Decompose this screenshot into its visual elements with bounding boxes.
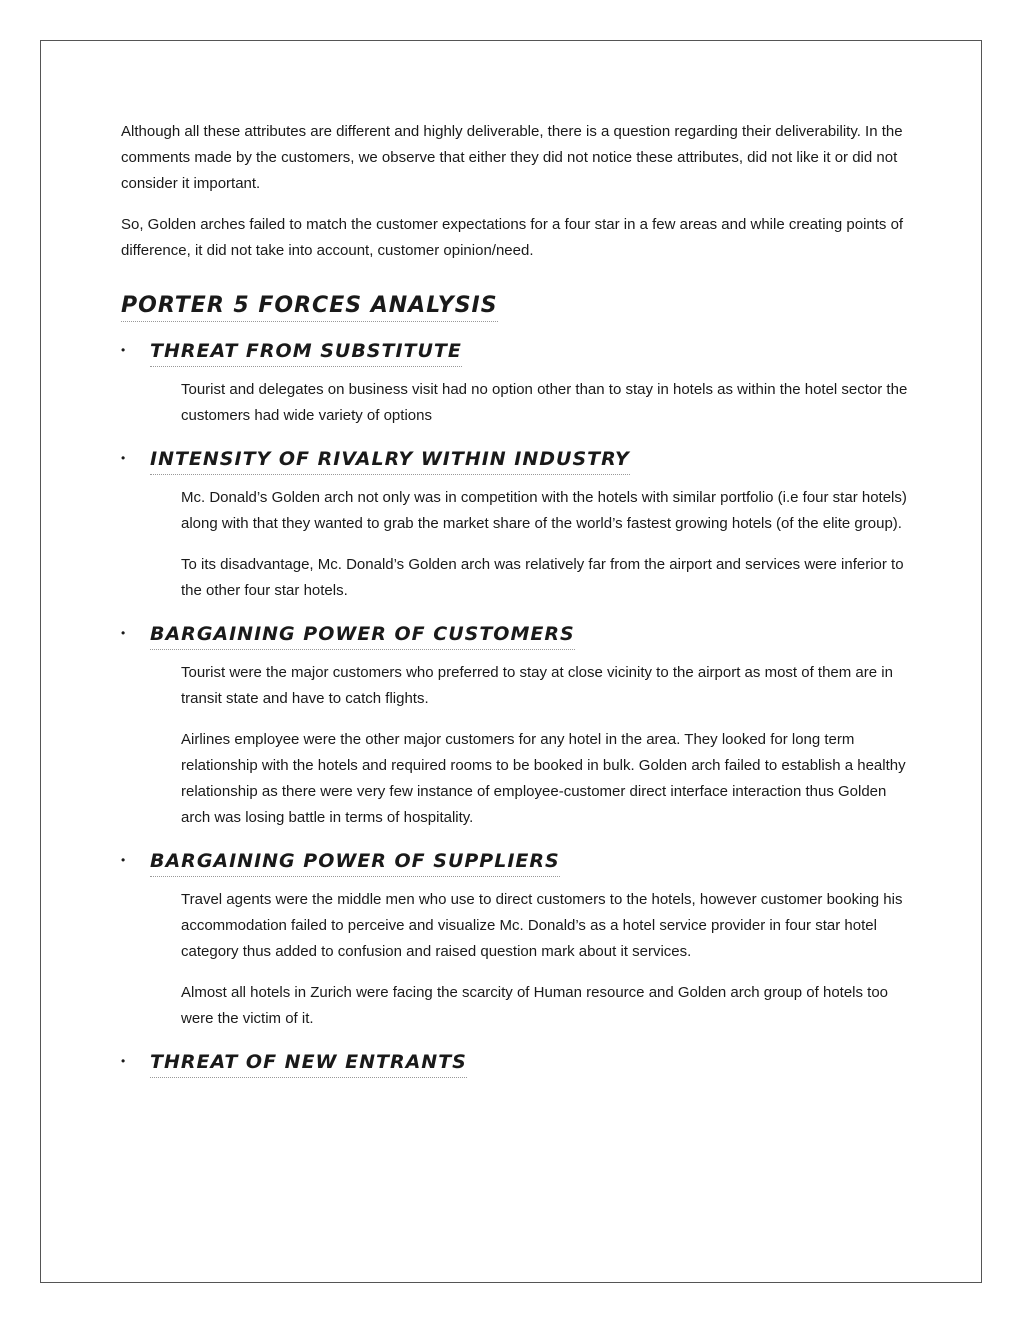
section xyxy=(121,444,911,604)
section-body xyxy=(121,887,911,1032)
section-paragraph: Tourist were the major customers who preferred to stay at close vicinity to the airport as most of them are in transit state and have to catch flights. xyxy=(181,664,893,707)
section-paragraph: Travel agents were the middle men who use to direct customers to the hotels, however customer booking his accommodation failed to perceive and visualize Mc. Donald’s as a hotel service provider in four star hotel category thus added to confusion and raised question mark about it services. xyxy=(181,891,903,960)
section-body xyxy=(121,485,911,604)
section xyxy=(121,1047,911,1078)
section xyxy=(121,336,911,429)
document-content xyxy=(121,119,911,1078)
section xyxy=(121,619,911,831)
section-paragraph: Tourist and delegates on business visit had no option other than to stay in hotels as within the hotel sector the customers had wide variety of options xyxy=(181,381,908,424)
section-heading-row xyxy=(121,336,911,367)
main-heading: PORTER 5 FORCES ANALYSIS xyxy=(121,291,498,322)
section-paragraph: Almost all hotels in Zurich were facing the scarcity of Human resource and Golden arch group of hotels too were the victim of it. xyxy=(181,984,889,1027)
section-paragraph: To its disadvantage, Mc. Donald’s Golden arch was relatively far from the airport and services were inferior to the other four star hotels. xyxy=(181,556,904,599)
section-heading: THREAT OF NEW ENTRANTS xyxy=(150,1047,467,1078)
bullet-icon: • xyxy=(121,626,126,640)
section-body xyxy=(121,660,911,831)
section-heading-row xyxy=(121,1047,911,1078)
section-heading: INTENSITY OF RIVALRY WITHIN INDUSTRY xyxy=(150,444,630,475)
bullet-icon: • xyxy=(121,1054,126,1068)
section-heading: THREAT FROM SUBSTITUTE xyxy=(150,336,462,367)
section-body xyxy=(121,377,911,429)
main-heading-wrapper xyxy=(121,279,911,322)
section-heading-row xyxy=(121,619,911,650)
bullet-icon: • xyxy=(121,853,126,867)
section xyxy=(121,846,911,1032)
section-heading-row xyxy=(121,846,911,877)
section-heading: BARGAINING POWER OF CUSTOMERS xyxy=(150,619,575,650)
section-heading: BARGAINING POWER OF SUPPLIERS xyxy=(150,846,560,877)
intro-paragraph-1: Although all these attributes are different and highly deliverable, there is a question regarding their deliverability. In the comments made by the customers, we observe that either they did not notice these attributes, did not like it or did not consider it important. xyxy=(121,123,903,192)
bullet-icon: • xyxy=(121,451,126,465)
sections xyxy=(121,336,911,1078)
section-heading-row xyxy=(121,444,911,475)
bullet-icon: • xyxy=(121,343,126,357)
intro-paragraph-2: So, Golden arches failed to match the customer expectations for a four star in a few areas and while creating points of difference, it did not take into account, customer opinion/need. xyxy=(121,216,904,259)
section-paragraph: Airlines employee were the other major customers for any hotel in the area. They looked for long term relationship with the hotels and required rooms to be booked in bulk. Golden arch failed to establish a healthy relationship as there were very few instance of employee-customer direct interface interaction thus Golden arch was losing battle in terms of hospitality. xyxy=(181,731,906,826)
section-paragraph: Mc. Donald’s Golden arch not only was in competition with the hotels with similar portfolio (i.e four star hotels) along with that they wanted to grab the market share of the world’s fastest growing hotels (of the elite group). xyxy=(181,489,907,532)
